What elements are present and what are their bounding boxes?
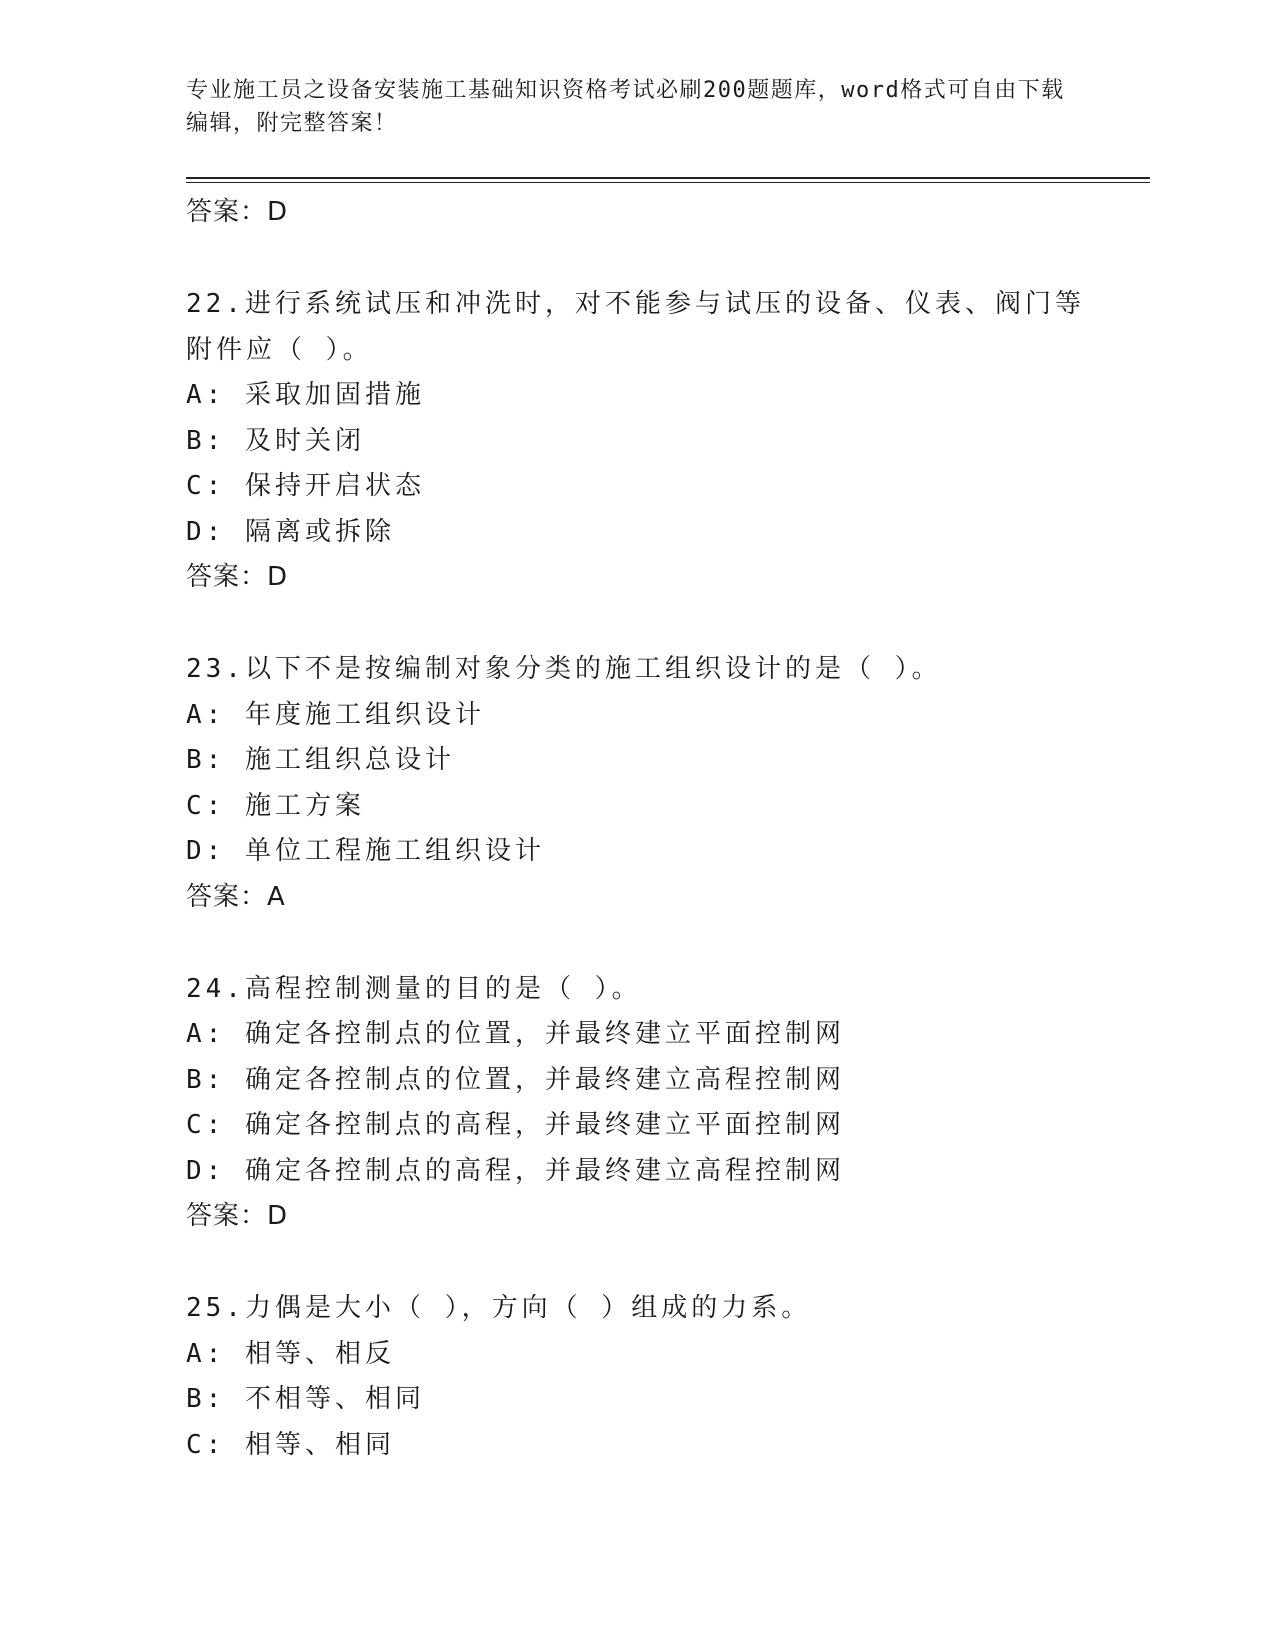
answer-line: 答案：D xyxy=(186,197,289,227)
option-b: B: 施工组织总设计 xyxy=(186,745,455,775)
option-a: A: 年度施工组织设计 xyxy=(186,699,485,730)
option-c: C: 确定各控制点的高程，并最终建立平面控制网 xyxy=(186,1110,845,1140)
option-a: A: 采取加固措施 xyxy=(186,380,425,410)
option-d: D: 确定各控制点的高程，并最终建立高程控制网 xyxy=(186,1155,845,1186)
option-a: A: 确定各控制点的位置，并最终建立平面控制网 xyxy=(186,1019,845,1049)
spacer xyxy=(186,234,1086,282)
option-d: D: 单位工程施工组织设计 xyxy=(186,836,545,866)
option-d: D: 隔离或拆除 xyxy=(186,516,395,547)
answer-line: 答案：D xyxy=(186,562,289,592)
header-divider-thin xyxy=(186,182,1150,183)
spacer xyxy=(186,599,1086,647)
option-c: C: 施工方案 xyxy=(186,790,365,821)
spacer xyxy=(186,1238,1086,1286)
answer-line: 答案：D xyxy=(186,1201,289,1231)
spacer xyxy=(186,919,1086,967)
option-c: C: 相等、相同 xyxy=(186,1429,395,1460)
header-divider xyxy=(186,177,1150,179)
option-b: B: 确定各控制点的位置，并最终建立高程控制网 xyxy=(186,1064,845,1095)
option-a: A: 相等、相反 xyxy=(186,1338,395,1369)
option-b: B: 不相等、相同 xyxy=(186,1384,425,1414)
document-header: 专业施工员之设备安装施工基础知识资格考试必刷200题题库，word格式可自由下载编辑，附完整答案！ xyxy=(186,78,1065,136)
question-stem: 23.以下不是按编制对象分类的施工组织设计的是（ ）。 xyxy=(186,654,942,684)
question-stem: 24.高程控制测量的目的是（ ）。 xyxy=(186,973,642,1004)
question-stem: 22.进行系统试压和冲洗时，对不能参与试压的设备、仪表、阀门等附件应（ ）。 xyxy=(186,289,1085,365)
question-stem: 25.力偶是大小（ ），方向（ ）组成的力系。 xyxy=(186,1293,812,1323)
option-b: B: 及时关闭 xyxy=(186,425,365,456)
option-c: C: 保持开启状态 xyxy=(186,471,425,501)
answer-line: 答案：A xyxy=(186,881,286,912)
question-list xyxy=(186,190,1086,1468)
